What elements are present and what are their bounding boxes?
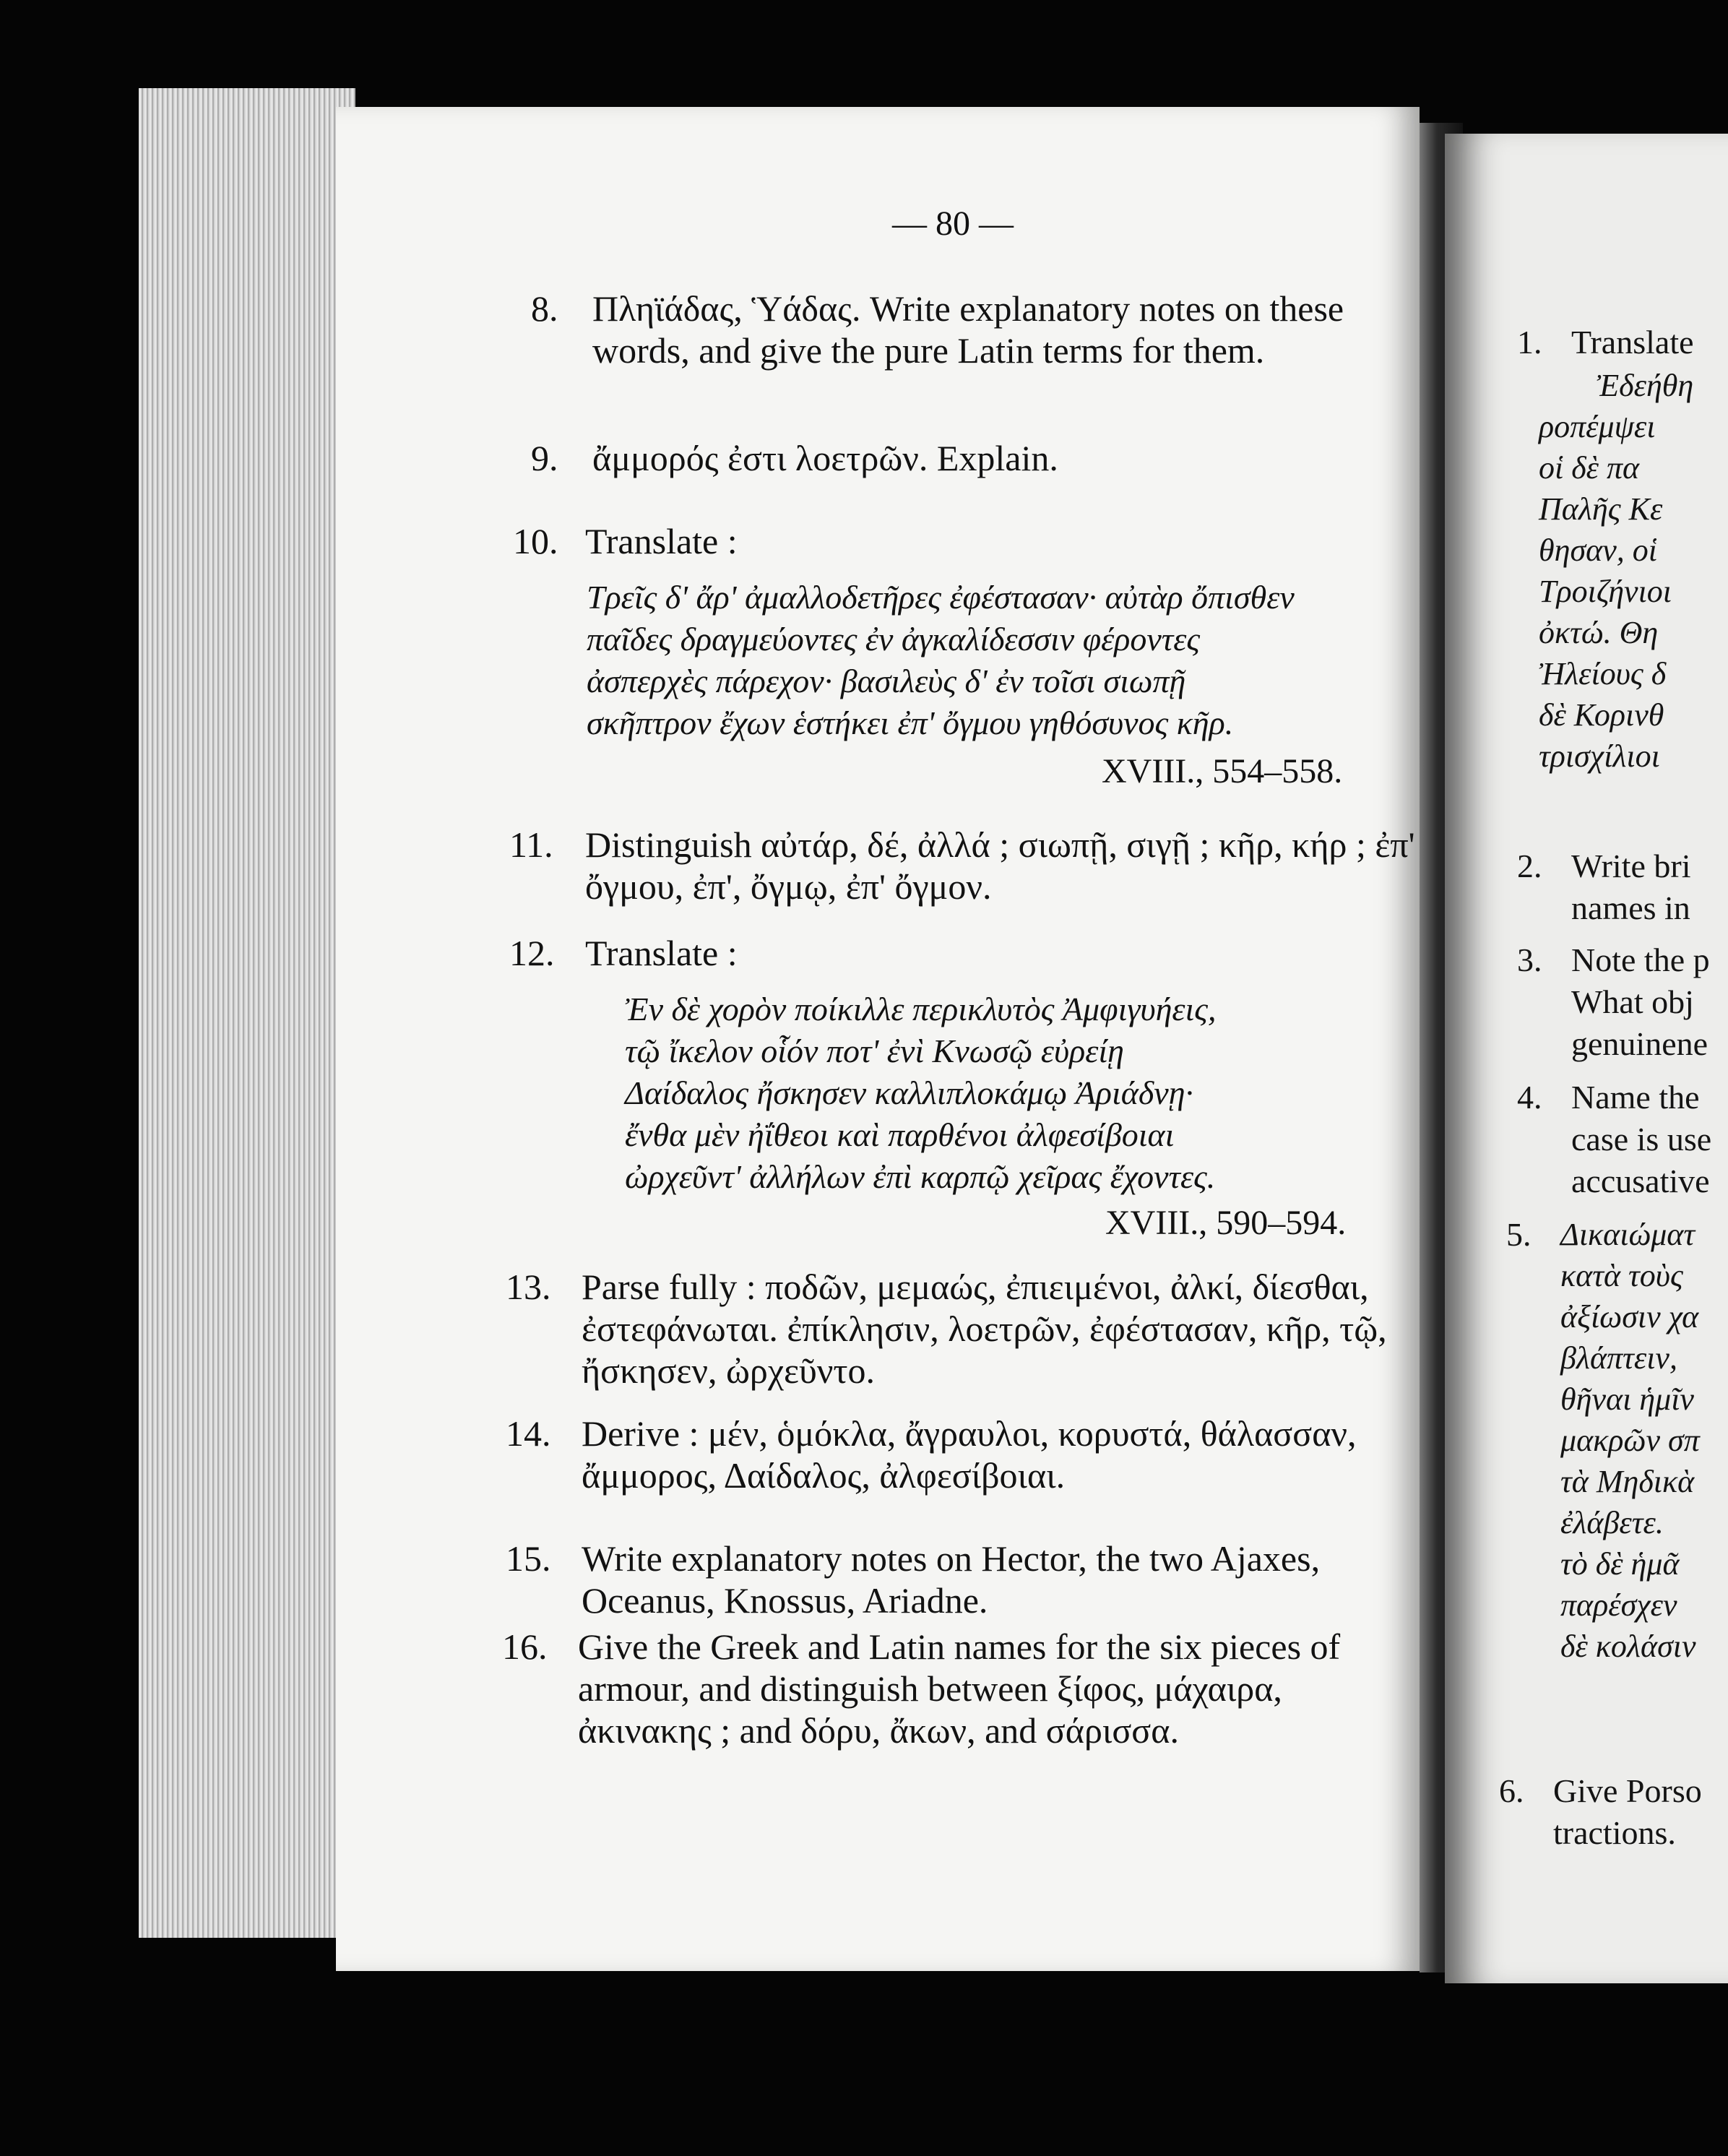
quote-reference: XVIII., 590–594. <box>1105 1204 1347 1242</box>
quote-reference: XVIII., 554–558. <box>1102 752 1343 790</box>
quote-line: σκῆπτρον ἔχων ἑστήκει ἐπ' ὄγμου γηθόσυνος κῆρ. <box>587 704 1234 741</box>
quote-line: ὠρχεῦντ' ἀλλήλων ἐπὶ καρπῷ χεῖρας ἔχοντες. <box>625 1158 1216 1195</box>
right-question-5-text: Δικαιώματ κατὰ τοὺς ἀξίωσιν χα βλάπτειν, θῆναι ἡμῖν μακρῶν σπ τὰ Μηδικὰ ἐλάβετε. τὸ δὲ ἡμᾶ παρέσχεν δὲ κολάσιν <box>1560 1217 1700 1664</box>
quote-iliad-554 <box>587 577 1295 744</box>
page-number: — 80 — <box>892 204 1014 243</box>
quote-line: Τρεῖς δ' ἄρ' ἀμαλλοδετῆρες ἐφέστασαν· αὐτὰρ ὄπισθεν <box>587 579 1295 616</box>
quote-iliad-590 <box>625 988 1216 1198</box>
page-edges <box>139 88 355 1938</box>
quote-line: τῷ ἴκελον οἷόν ποτ' ἐνὶ Κνωσῷ εὐρείῃ <box>625 1032 1124 1069</box>
right-quote: Ἐδεήθη ροπέμψει οἱ δὲ πα Παλῆς Κε θησαν, οἱ Τροιζήνιοι ὀκτώ. Θη Ἠλείους δ δὲ Κορινθ τρισχίλιοι <box>1539 368 1694 774</box>
quote-line: Ἐν δὲ χορὸν ποίκιλλε περικλυτὸς Ἀμφιγυήεις, <box>625 991 1217 1027</box>
right-page: 1. Translate Ἐδεήθη ροπέμψει οἱ δὲ πα Παλῆς Κε θησαν, οἱ Τροιζήνιοι ὀκτώ. Θη Ἠλείους δ δὲ Κορινθ τρισχίλιοι 2. Write bri names in 3. Note the p What obj genuinene 4. Name the case is use accusative 5. Δικαιώματ κατὰ τοὺς ἀξίωσιν χα βλάπτειν, θῆναι ἡμῖν μακρῶν σπ τὰ Μηδικὰ ἐλάβετε. τὸ δὲ ἡμᾶ παρέσχεν δὲ κολάσιν 6. Give Porso tractions. <box>1445 134 1728 1983</box>
quote-line: ἔνθα μὲν ἠΐθεοι καὶ παρθένοι ἀλφεσίβοιαι <box>625 1116 1175 1153</box>
quote-line: ἀσπερχὲς πάρεχον· βασιλεὺς δ' ἐν τοῖσι σιωπῇ <box>587 663 1186 699</box>
quote-line: Δαίδαλος ἤσκησεν καλλιπλοκάμῳ Ἀριάδνῃ· <box>625 1074 1194 1111</box>
quote-line: παῖδες δραγμεύοντες ἐν ἀγκαλίδεσσιν φέροντες <box>587 621 1201 657</box>
